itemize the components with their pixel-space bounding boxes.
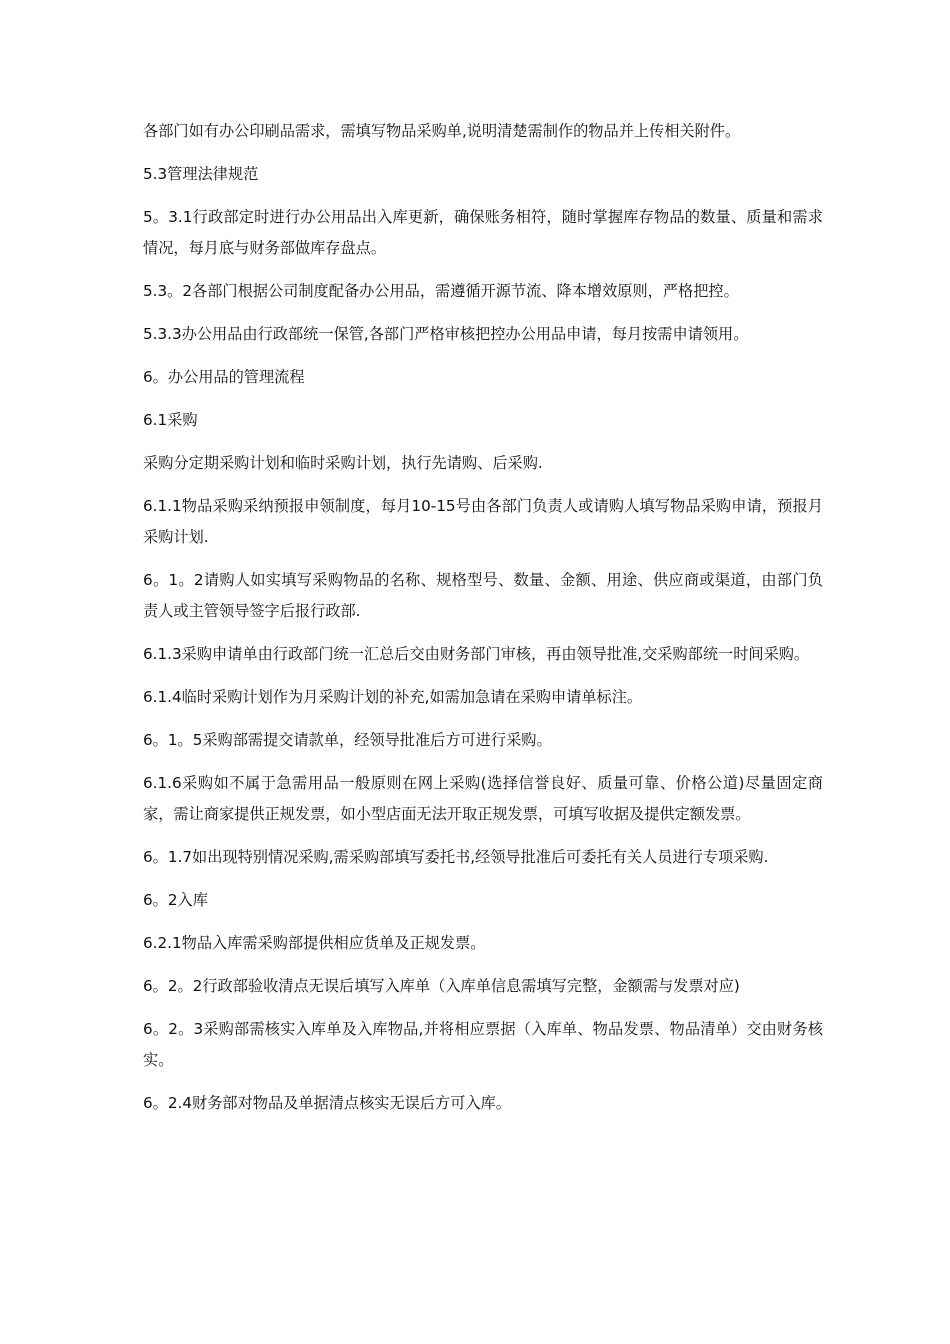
paragraph-6-1-6: 6.1.6采购如不属于急需用品一般原则在网上采购(选择信誉良好、质量可靠、价格公道)尽量固定商家，需让商家提供正规发票，如小型店面无法开取正规发票，可填写收据及提供定额发票。 xyxy=(143,774,823,823)
paragraph-5-3-1: 5。3.1行政部定时进行办公用品出入库更新，确保账务相符，随时掌握库存物品的数量、质量和需求情况，每月底与财务部做库存盘点。 xyxy=(143,208,823,257)
paragraph-6-2-2: 6。2。2行政部验收清点无误后填写入库单（入库单信息需填写完整，金额需与发票对应) xyxy=(143,977,740,995)
document-body xyxy=(143,116,823,1131)
paragraph-6-1-4: 6.1.4临时采购计划作为月采购计划的补充,如需加急请在采购申请单标注。 xyxy=(143,688,643,706)
paragraph-5-3-3: 5.3.3办公用品由行政部统一保管,各部门严格审核把控办公用品申请，每月按需申请领用。 xyxy=(143,325,749,343)
paragraph-6-2-1: 6.2.1物品入库需采购部提供相应货单及正规发票。 xyxy=(143,934,486,952)
paragraph-6-1-2: 6。1。2请购人如实填写采购物品的名称、规格型号、数量、金额、用途、供应商或渠道，由部门负责人或主管领导签字后报行政部. xyxy=(143,571,823,620)
paragraph-6-2-3: 6。2。3采购部需核实入库单及入库物品,并将相应票据（入库单、物品发票、物品清单）交由财务核实。 xyxy=(143,1020,823,1069)
paragraph-6-1-intro: 采购分定期采购计划和临时采购计划，执行先请购、后采购. xyxy=(143,454,543,472)
paragraph-6-1-1: 6.1.1物品采购采纳预报申领制度，每月10-15号由各部门负责人或请购人填写物品采购申请，预报月采购计划. xyxy=(143,497,823,546)
paragraph-print-request: 各部门如有办公印刷品需求，需填写物品采购单,说明清楚需制作的物品并上传相关附件。 xyxy=(143,122,741,140)
paragraph-6-1-3: 6.1.3采购申请单由行政部门统一汇总后交由财务部门审核，再由领导批准,交采购部统一时间采购。 xyxy=(143,645,810,663)
heading-5-3: 5.3管理法律规范 xyxy=(143,165,259,183)
paragraph-5-3-2: 5.3。2各部门根据公司制度配备办公用品，需遵循开源节流、降本增效原则，严格把控。 xyxy=(143,282,739,300)
paragraph-6-1-7: 6。1.7如出现特别情况采购,需采购部填写委托书,经领导批准后可委托有关人员进行专项采购. xyxy=(143,848,769,866)
heading-6-1: 6.1采购 xyxy=(143,411,198,429)
heading-6: 6。办公用品的管理流程 xyxy=(143,368,305,386)
heading-6-2: 6。2入库 xyxy=(143,891,208,909)
paragraph-6-2-4: 6。2.4财务部对物品及单据清点核实无误后方可入库。 xyxy=(143,1094,511,1112)
paragraph-6-1-5: 6。1。5采购部需提交请款单，经领导批准后方可进行采购。 xyxy=(143,731,552,749)
